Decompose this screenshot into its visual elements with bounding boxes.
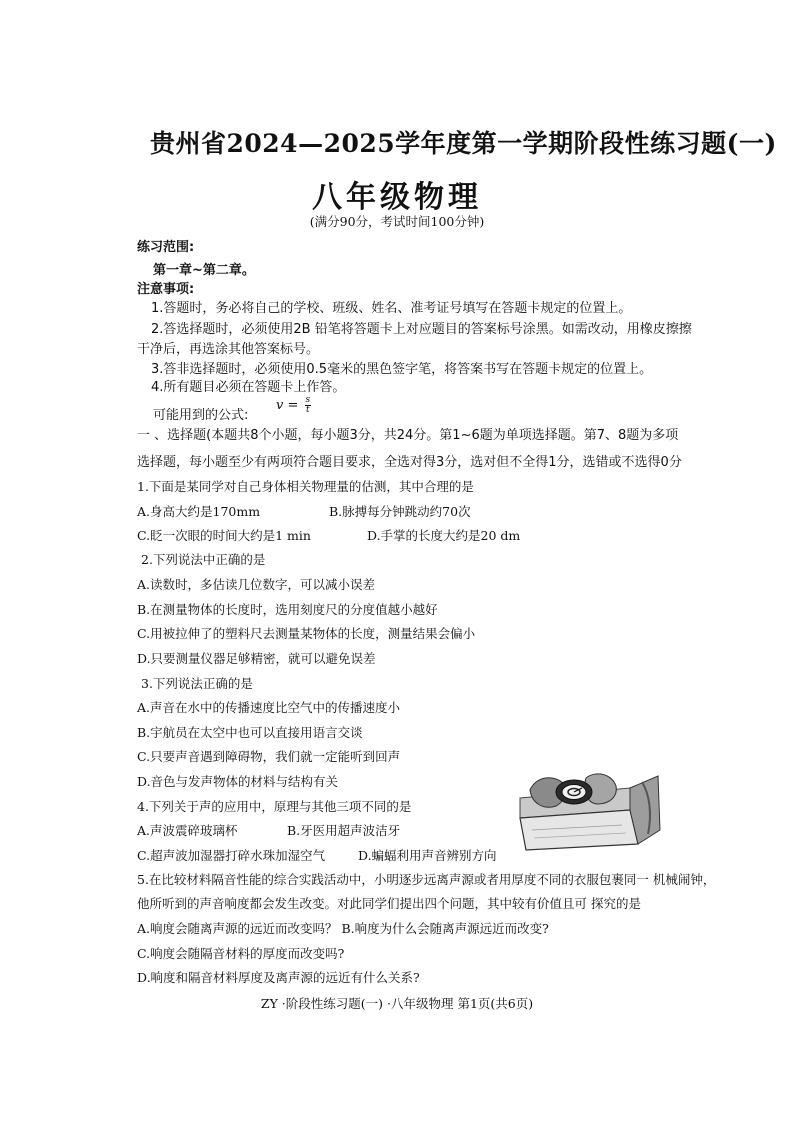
q1-option-c: C.眨一次眼的时间大约是1 min [137,528,311,543]
notes-label: 注意事项: [137,282,195,297]
q1-option-d: D.手掌的长度大约是20 dm [367,528,521,543]
scope-content: 第一章~第二章。 [153,263,255,278]
exam-title: 贵州省2024—2025学年度第一学期阶段性练习题(一) [150,129,777,158]
q1-option-b: B.脉搏每分钟跳动约70次 [329,504,471,519]
q2-option-d: D.只要测量仪器足够精密，就可以避免误差 [137,651,376,666]
q2-stem: 2.下列说法中正确的是 [141,552,266,567]
note-item: 4.所有题目必须在答题卡上作答。 [151,380,346,395]
q4-option-b: B.牙医用超声波洁牙 [287,823,401,838]
note-item: 1.答题时，务必将自己的学校、班级、姓名、准考证号填写在答题卡规定的位置上。 [151,301,632,316]
q4-option-a: A.声波震碎玻璃杯 [137,823,238,838]
q5-option-ab: A.响度会随离声源的远近而改变吗？ B.响度为什么会随离声源远近而改变? [137,921,549,936]
formula-fraction [305,396,312,415]
scope-label: 练习范围: [137,240,195,255]
subject-title: 八年级物理 [312,180,482,215]
q1-stem: 1.下面是某同学对自己身体相关物理量的估测，其中合理的是 [137,479,474,494]
section1-line2: 选择题，每小题至少有两项符合题目要求，全选对得3分，选对但不全得1分，选错或不选得0分 [137,455,682,470]
section1-line1: 一 、选择题(本题共8个小题，每小题3分，共24分。第1~6题为单项选择题。第7、8题为多项 [137,428,679,443]
q4-stem: 4.下列关于声的应用中，原理与其他三项不同的是 [137,799,412,814]
q3-option-a: A.声音在水中的传播速度比空气中的传播速度小 [137,700,401,715]
q3-stem: 3.下列说法正确的是 [141,676,253,691]
q3-option-b: B.宇航员在太空中也可以直接用语言交谈 [137,725,363,740]
note-item: 2.答选择题时，必须使用2B 铅笔将答题卡上对应题目的答案标号涂黑。如需改动，用橡皮擦擦 [151,322,692,337]
velocity-formula [276,396,311,415]
note-item: 干净后，再选涂其他答案标号。 [137,342,320,357]
score-info: (满分90分，考试时间100分钟) [309,214,485,229]
q4-option-d: D.蝙蝠利用声音辨别方向 [358,848,497,863]
q2-option-c: C.用被拉伸了的塑料尺去测量某物体的长度，测量结果会偏小 [137,626,476,641]
q3-option-c: C.只要声音遇到障碍物，我们就一定能听到回声 [137,749,401,764]
formula-lhs: v = [276,398,299,413]
q1-option-a: A.身高大约是170mm [137,504,261,519]
q5-option-d: D.响度和隔音材料厚度及离声源的远近有什么关系? [137,970,420,985]
alarm-clock-box-illustration [512,770,662,852]
q5-option-c: C.响度会随隔音材料的厚度而改变吗? [137,946,345,961]
formula-numerator: s [305,395,311,405]
q2-option-a: A.读数时，多估读几位数字，可以减小误差 [137,577,376,592]
page-footer: ZY ·阶段性练习题(一) ·八年级物理 第1页(共6页) [260,996,534,1011]
q3-option-d: D.音色与发声物体的材料与结构有关 [137,774,339,789]
q5-stem-line1: 5.在比较材料隔音性能的综合实践活动中，小明逐步远离声源或者用厚度不同的衣服包裹同一 机械闹钟， [137,872,716,887]
q4-option-c: C.超声波加湿器打碎水珠加湿空气 [137,848,326,863]
q2-option-b: B.在测量物体的长度时，选用刻度尺的分度值越小越好 [137,602,438,617]
formula-denominator: t [306,405,310,415]
note-item: 3.答非选择题时，必须使用0.5毫米的黑色签字笔，将答案书写在答题卡规定的位置上。 [151,362,653,377]
formula-label: 可能用到的公式: [153,408,249,423]
q5-stem-line2: 他所听到的声音响度都会发生改变。对此同学们提出四个问题，其中较有价值且可 探究的是 [137,896,641,911]
